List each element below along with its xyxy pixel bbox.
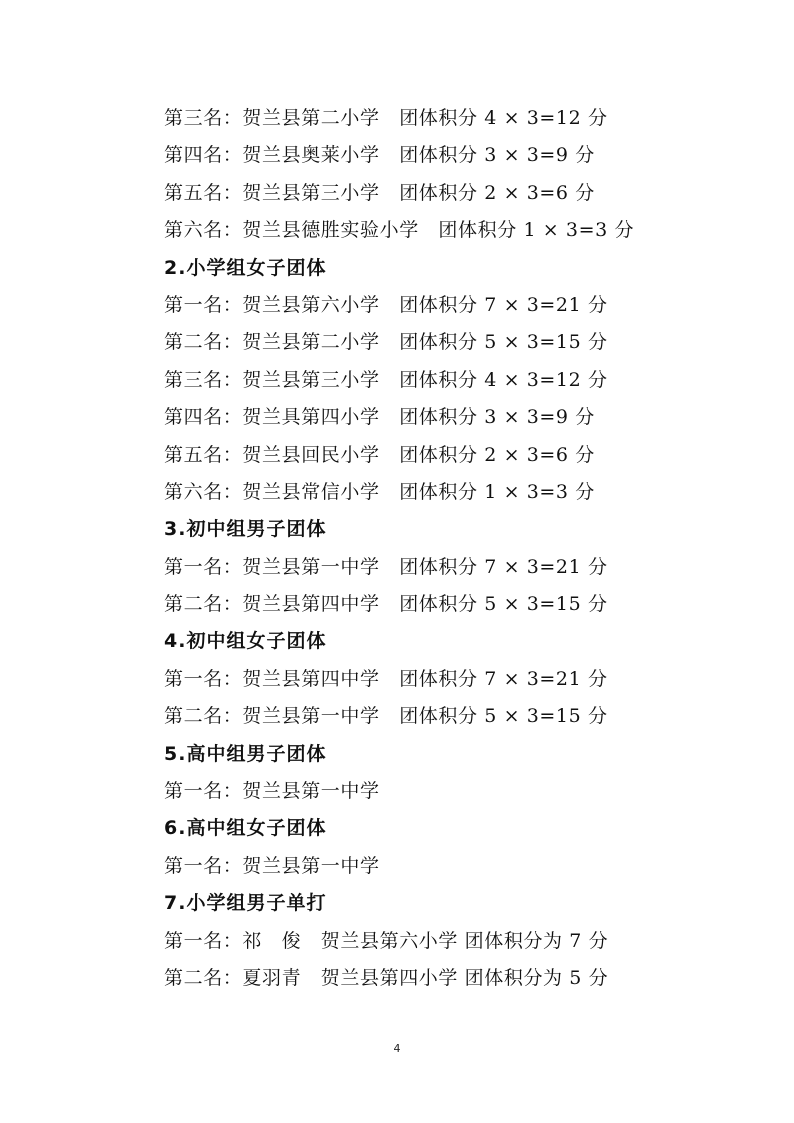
ranking-line: 第四名：贺兰县奥莱小学 团体积分 3 × 3=9 分 (164, 144, 595, 167)
ranking-line: 第一名：贺兰县第一中学 团体积分 7 × 3=21 分 (164, 555, 608, 578)
ranking-line: 第一名：贺兰县第一中学 (164, 780, 380, 803)
ranking-line: 第六名：贺兰县德胜实验小学 团体积分 1 × 3=3 分 (164, 219, 635, 242)
ranking-line: 第一名：祁 俊 贺兰县第六小学 团体积分为 7 分 (164, 929, 609, 952)
section-heading: 2.小学组女子团体 (164, 256, 327, 279)
ranking-line: 第一名：贺兰县第六小学 团体积分 7 × 3=21 分 (164, 293, 608, 316)
ranking-line: 第二名：贺兰县第一中学 团体积分 5 × 3=15 分 (164, 705, 608, 728)
section-heading: 6.高中组女子团体 (164, 817, 327, 840)
ranking-line: 第四名：贺兰具第四小学 团体积分 3 × 3=9 分 (164, 406, 595, 429)
ranking-line: 第六名：贺兰县常信小学 团体积分 1 × 3=3 分 (164, 480, 595, 503)
ranking-line: 第二名：贺兰县第四中学 团体积分 5 × 3=15 分 (164, 593, 608, 616)
document-body (164, 100, 764, 997)
ranking-line: 第三名：贺兰县第二小学 团体积分 4 × 3=12 分 (164, 107, 608, 129)
ranking-line: 第二名：夏羽青 贺兰县第四小学 团体积分为 5 分 (164, 966, 609, 989)
section-heading: 3.初中组男子团体 (164, 518, 327, 541)
page-number: 4 (393, 1042, 401, 1055)
ranking-line: 第五名：贺兰县回民小学 团体积分 2 × 3=6 分 (164, 443, 595, 466)
section-heading: 7.小学组男子单打 (164, 892, 327, 915)
ranking-line: 第三名：贺兰县第三小学 团体积分 4 × 3=12 分 (164, 368, 608, 391)
ranking-line: 第一名：贺兰县第一中学 (164, 854, 380, 877)
ranking-line: 第五名：贺兰县第三小学 团体积分 2 × 3=6 分 (164, 181, 595, 204)
ranking-line: 第二名：贺兰县第二小学 团体积分 5 × 3=15 分 (164, 331, 608, 354)
section-heading: 4.初中组女子团体 (164, 630, 327, 653)
ranking-line: 第一名：贺兰县第四中学 团体积分 7 × 3=21 分 (164, 667, 608, 690)
section-heading: 5.高中组男子团体 (164, 742, 327, 765)
